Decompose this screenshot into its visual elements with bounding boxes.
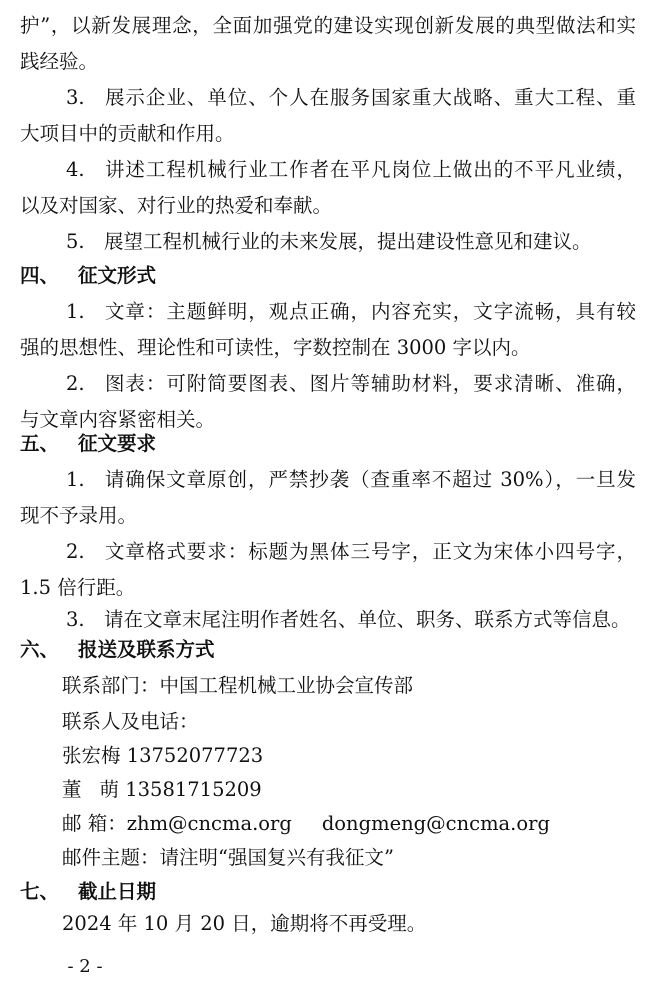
item-4-line-2: 以及对国家、对行业的热爱和奉献。: [20, 194, 333, 217]
item-text: 文章格式要求：标题为黑体三号字，正文为宋体小四号字，: [104, 540, 636, 563]
item-number: 1.: [66, 468, 85, 491]
email-label-a: 邮: [62, 812, 82, 835]
item-number: 4.: [66, 158, 85, 181]
email-subject: 邮件主题：请注明“强国复兴有我征文”: [62, 846, 394, 869]
item-text: 讲述工程机械行业工作者在平凡岗位上做出的不平凡业绩，: [104, 158, 636, 181]
item-number: 3.: [66, 608, 85, 631]
section-title: 截止日期: [78, 880, 157, 903]
contact-department: 联系部门：中国工程机械工业协会宣传部: [62, 674, 414, 697]
item-text: 请确保文章原创，严禁抄袭（查重率不超过 30%），一旦发: [104, 468, 636, 491]
s4-item-1-line-2: 强的思想性、理论性和可读性，字数控制在 3000 字以内。: [20, 336, 531, 359]
item-3-line-1: [66, 80, 636, 116]
s5-item-1-line-1: [66, 462, 636, 498]
deadline-text: 2024 年 10 月 20 日，逾期将不再受理。: [62, 912, 427, 935]
contact-1: 张宏梅 13752077723: [62, 744, 264, 767]
contact-2: [62, 772, 636, 808]
section-number: 七、: [20, 880, 60, 903]
section-number: 四、: [20, 264, 60, 287]
contact-2-name-b: 萌: [99, 778, 120, 801]
section-number: 六、: [20, 638, 60, 661]
intro-line-1: 护”，以新发展理念，全面加强党的建设实现创新发展的典型做法和实: [20, 14, 636, 37]
s4-item-2-line-1: [66, 366, 636, 402]
item-text: 图表：可附简要图表、图片等辅助材料，要求清晰、准确，: [104, 372, 636, 395]
section-number: 五、: [20, 432, 60, 455]
contact-2-phone: 13581715209: [125, 778, 262, 801]
s5-item-2-line-2: 1.5 倍行距。: [20, 576, 136, 599]
item-text: 文章：主题鲜明，观点正确，内容充实，文字流畅，具有较: [104, 300, 636, 323]
item-text: 展示企业、单位、个人在服务国家重大战略、重大工程、重: [104, 86, 636, 109]
email-2: dongmeng@cncma.org: [321, 812, 550, 835]
section-7-heading: [20, 874, 636, 910]
section-title: 征文要求: [78, 432, 157, 455]
email-1: zhm@cncma.org: [126, 812, 292, 835]
item-3-line-2: 大项目中的贡献和作用。: [20, 122, 235, 145]
s4-item-1-line-1: [66, 294, 636, 330]
s5-item-1-line-2: 现不予录用。: [20, 504, 138, 527]
s4-item-2-line-2: 与文章内容紧密相关。: [20, 408, 216, 431]
section-title: 征文形式: [78, 264, 157, 287]
email-label-b: 箱：: [87, 812, 127, 835]
intro-line-2: 践经验。: [20, 50, 99, 73]
item-5-line-1: [66, 224, 636, 260]
item-4-line-1: [66, 152, 636, 188]
section-4-heading: [20, 258, 636, 294]
section-5-heading: [20, 426, 636, 462]
s5-item-2-line-1: [66, 534, 636, 570]
contact-emails: [62, 806, 636, 842]
contact-2-name-a: 董: [62, 778, 82, 801]
item-number: 5.: [66, 230, 85, 253]
section-6-heading: [20, 632, 636, 668]
item-number: 1.: [66, 300, 85, 323]
page-number: - 2 -: [67, 956, 103, 977]
contacts-label: 联系人及电话：: [62, 710, 199, 733]
item-number: 3.: [66, 86, 85, 109]
item-number: 2.: [66, 372, 85, 395]
item-text: 请在文章末尾注明作者姓名、单位、职务、联系方式等信息。: [104, 608, 631, 631]
item-number: 2.: [66, 540, 85, 563]
item-text: 展望工程机械行业的未来发展，提出建设性意见和建议。: [104, 230, 592, 253]
section-title: 报送及联系方式: [78, 638, 215, 661]
